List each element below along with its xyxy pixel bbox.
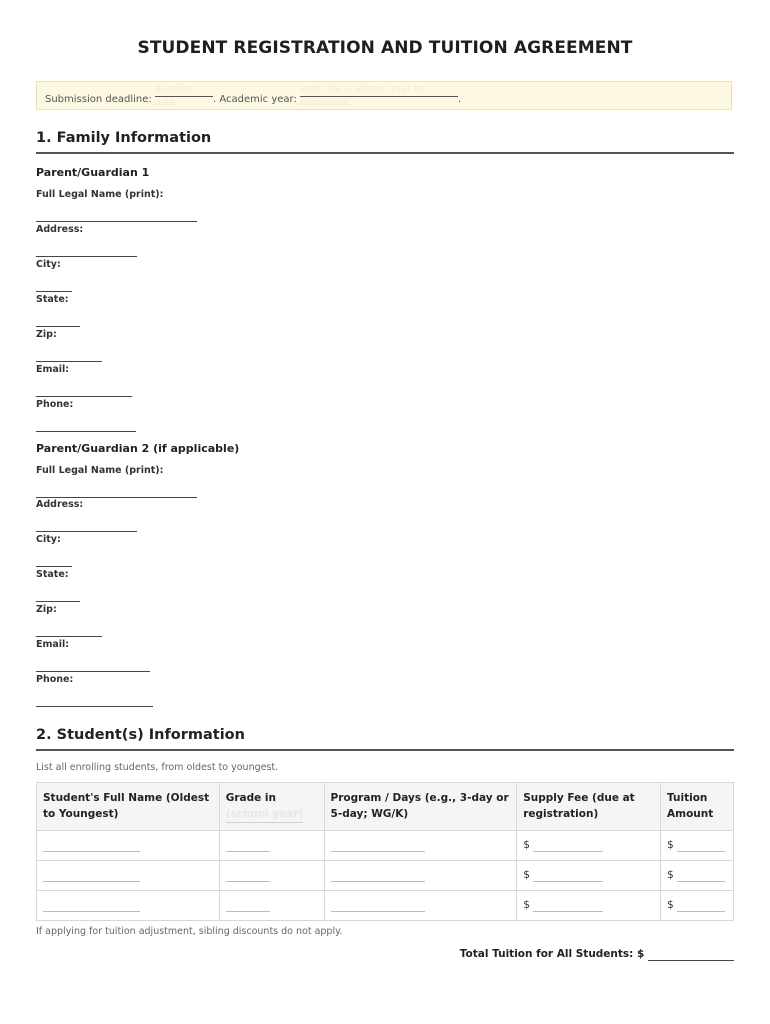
supply-fee-input[interactable] [533,839,603,852]
currency-symbol: $ [523,899,530,911]
program-cell [324,831,517,861]
program-input[interactable] [331,899,425,912]
guardian1-name-label: Full Legal Name (print): [36,189,164,200]
grade-cell [219,861,324,891]
page-title: STUDENT REGISTRATION AND TUITION AGREEMENT [137,38,633,58]
guardian1-city-input[interactable] [36,291,72,292]
guardian1-email-input[interactable] [36,396,132,397]
currency-symbol: $ [667,839,674,851]
tuition-input[interactable] [677,899,725,912]
total-tuition [460,948,734,961]
guardian1-address-label: Address: [36,224,84,235]
guardian1-email-label: Email: [36,364,70,375]
col-header-tuition: Tuition Amount [661,783,734,831]
student-name-input[interactable] [43,899,140,912]
notice-end: . [458,94,462,105]
guardian2-address-label: Address: [36,499,84,510]
guardian1-state-label: State: [36,294,69,305]
guardian2-zip-input[interactable] [36,636,102,637]
guardian2-phone-input[interactable] [36,706,153,707]
student-name-cell [37,861,220,891]
tuition-input[interactable] [677,839,725,852]
section-family-title: 1. Family Information [36,130,734,154]
guardian1-city-label: City: [36,259,61,270]
guardian1-zip-input[interactable] [36,361,102,362]
guardian1-title: Parent/Guardian 1 [36,166,150,179]
students-table [36,782,734,921]
currency-symbol: $ [523,869,530,881]
guardian1-zip-label: Zip: [36,329,57,340]
guardian2-state-input[interactable] [36,601,80,602]
guardian2-phone-label: Phone: [36,674,74,685]
col-header-program: Program / Days (e.g., 3-day or 5-day; WG/K) [324,783,517,831]
program-cell [324,861,517,891]
guardian2-name-label: Full Legal Name (print): [36,465,164,476]
guardian1-address-input[interactable] [36,256,137,257]
total-tuition-label: Total Tuition for All Students: $ [459,948,645,960]
program-cell [324,891,517,921]
section-students-title: 2. Student(s) Information [36,727,734,751]
table-header-row [37,783,734,831]
student-name-cell [37,891,220,921]
table-row [37,861,734,891]
currency-symbol: $ [667,899,674,911]
students-instruction: List all enrolling students, from oldest to youngest. [36,762,279,773]
tuition-cell [661,861,734,891]
guardian1-phone-input[interactable] [36,431,136,432]
supply-fee-input[interactable] [533,899,603,912]
tuition-cell [661,891,734,921]
program-input[interactable] [331,869,425,882]
col-header-grade [219,783,324,831]
col-header-supply: Supply Fee (due at registration) [517,783,661,831]
guardian2-city-input[interactable] [36,566,72,567]
student-name-input[interactable] [43,839,140,852]
academic-year-label: . Academic year: [212,94,297,105]
supply-fee-input[interactable] [533,869,603,882]
currency-symbol: $ [523,839,530,851]
academic-year-input[interactable]: enter the academic year for enrollment [300,82,458,97]
grade-cell [219,831,324,861]
tuition-cell [661,831,734,861]
col-header-grade-label: Grade in [225,792,276,804]
supply-fee-cell [517,861,661,891]
guardian2-city-label: City: [36,534,61,545]
grade-input[interactable] [226,839,270,852]
table-row [37,831,734,861]
total-tuition-input[interactable] [648,948,734,961]
guardian2-state-label: State: [36,569,69,580]
deadline-label: Submission deadline: [45,94,152,105]
student-name-input[interactable] [43,869,140,882]
col-header-grade-hint: (school year) [226,806,303,823]
guardian1-state-input[interactable] [36,326,80,327]
guardian2-title: Parent/Guardian 2 (if applicable) [36,442,240,455]
guardian2-name-input[interactable] [36,497,197,498]
grade-input[interactable] [226,899,270,912]
sibling-discount-note: If applying for tuition adjustment, sibling discounts do not apply. [36,926,343,937]
guardian2-email-input[interactable] [36,671,150,672]
tuition-input[interactable] [677,869,725,882]
guardian1-name-input[interactable] [36,221,197,222]
guardian2-address-input[interactable] [36,531,137,532]
grade-input[interactable] [226,869,270,882]
col-header-name: Student's Full Name (Oldest to Youngest) [37,783,220,831]
deadline-input[interactable]: deadline date [155,82,213,97]
deadline-notice [36,81,732,110]
table-row [37,891,734,921]
guardian1-phone-label: Phone: [36,399,74,410]
program-input[interactable] [331,839,425,852]
student-name-cell [37,831,220,861]
guardian2-email-label: Email: [36,639,70,650]
currency-symbol: $ [667,869,674,881]
supply-fee-cell [517,891,661,921]
guardian2-zip-label: Zip: [36,604,57,615]
supply-fee-cell [517,831,661,861]
grade-cell [219,891,324,921]
